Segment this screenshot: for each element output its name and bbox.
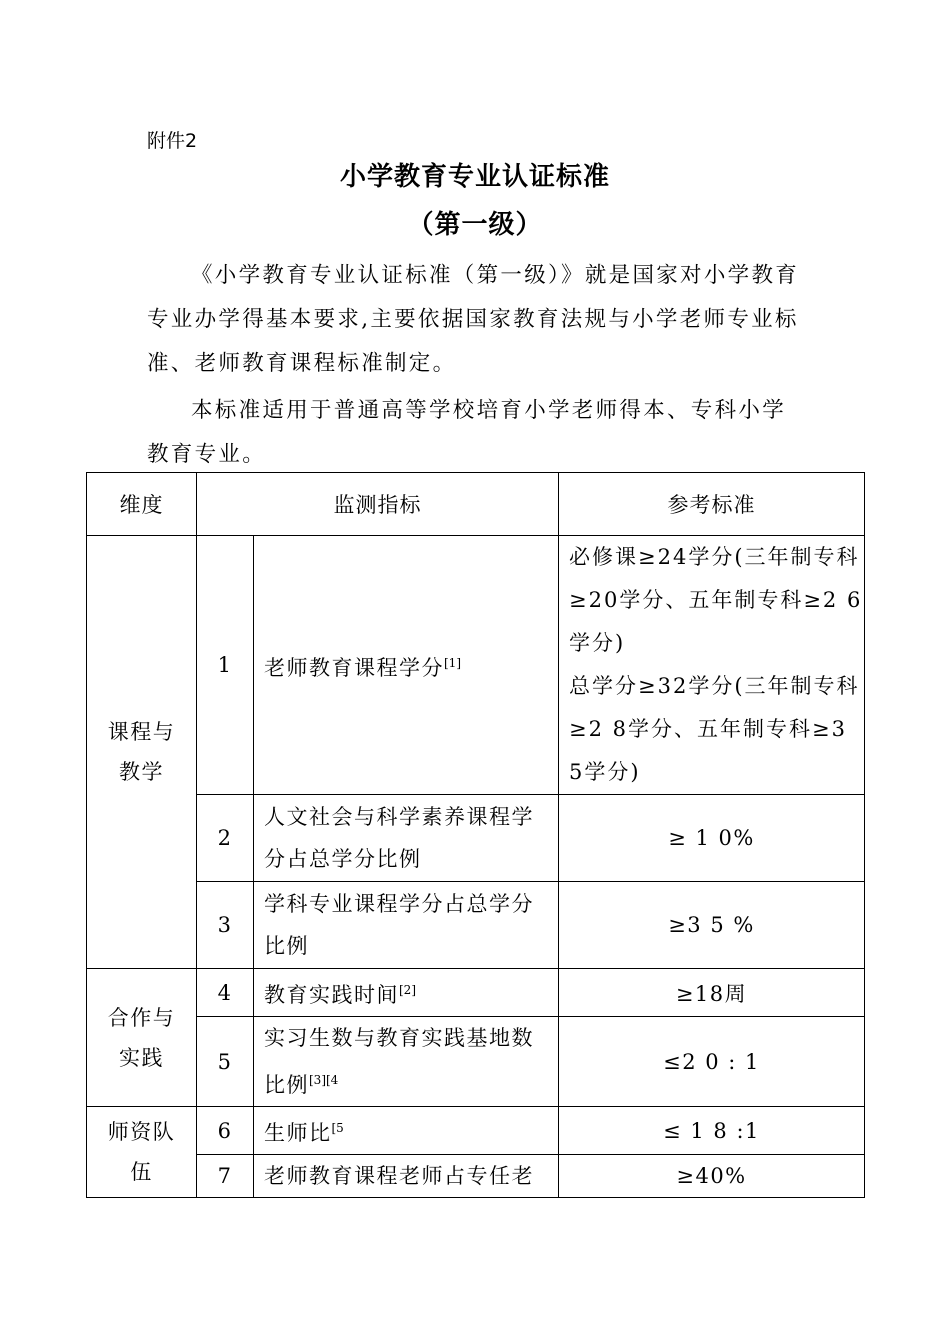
document-subtitle: （第一级） <box>407 210 543 240</box>
scope-paragraph-text: 本标准适用于普通高等学校培育小学老师得本、专科小学教育专业。 <box>147 398 787 467</box>
reference-cell: ≥18周 <box>559 969 865 1017</box>
footnote-mark: [2] <box>399 983 416 997</box>
header-reference: 参考标准 <box>559 473 865 536</box>
table-row <box>87 882 865 969</box>
reference-line: 必修课≥24学分(三年制专科≥20学分、五年制专科≥2 6学分) <box>569 545 863 655</box>
reference-cell: ≥3 5 % <box>559 882 865 969</box>
table-row <box>87 1107 865 1155</box>
intro-paragraph <box>147 254 807 386</box>
footnote-mark: [1] <box>444 655 461 670</box>
intro-paragraph-text: 《小学教育专业认证标准（第一级）》就是国家对小学教育专业办学得基本要求,主要依据国家教育法规与小学老师专业标准、老师教育课程标准制定。 <box>147 263 800 376</box>
indicator-cell: 老师教育课程学分[1] <box>254 536 559 795</box>
indicator-cell: 学科专业课程学分占总学分比例 <box>254 882 559 969</box>
row-number: 4 <box>197 969 254 1017</box>
document-title: 小学教育专业认证标准 <box>339 162 610 192</box>
dimension-cell: 合作与实践 <box>87 969 197 1107</box>
indicator-cell: 人文社会与科学素养课程学分占总学分比例 <box>254 795 559 882</box>
indicator-cell: 老师教育课程老师占专任老 <box>254 1155 559 1198</box>
indicator-cell: 实习生数与教育实践基地数比例$^{[3][4}$ <box>254 1017 559 1107</box>
dimension-cell: 师资队伍 <box>87 1107 197 1198</box>
table-row <box>87 1155 865 1198</box>
indicator-cell: 生师比$^{[5}$ <box>254 1107 559 1155</box>
row-number: 7 <box>197 1155 254 1198</box>
reference-cell <box>559 536 865 795</box>
header-dimension: 维度 <box>87 473 197 536</box>
standards-table <box>86 472 865 1198</box>
row-number: 3 <box>197 882 254 969</box>
scope-paragraph <box>147 389 807 477</box>
table-row <box>87 1017 865 1107</box>
row-number: 2 <box>197 795 254 882</box>
reference-cell: ≤2 0 : 1 <box>559 1017 865 1107</box>
indicator-cell: 教育实践时间[2] <box>254 969 559 1017</box>
table-row <box>87 795 865 882</box>
footnote-mark: [5 <box>331 1121 344 1135</box>
reference-cell: ≥ 1 0% <box>559 795 865 882</box>
reference-cell: ≤ 1 8 :1 <box>559 1107 865 1155</box>
row-number: 1 <box>197 536 254 795</box>
dimension-cell: 课程与教学 <box>87 536 197 969</box>
table-row <box>87 536 865 795</box>
table-header-row <box>87 473 865 536</box>
header-indicator: 监测指标 <box>197 473 559 536</box>
reference-line: 总学分≥32学分(三年制专科≥2 8学分、五年制专科≥3 5学分) <box>569 674 860 784</box>
footnote-mark: [3][4 <box>309 1073 339 1087</box>
row-number: 5 <box>197 1017 254 1107</box>
attachment-label: 附件2 <box>147 130 198 152</box>
table-row <box>87 969 865 1017</box>
row-number: 6 <box>197 1107 254 1155</box>
reference-cell: ≥40% <box>559 1155 865 1198</box>
